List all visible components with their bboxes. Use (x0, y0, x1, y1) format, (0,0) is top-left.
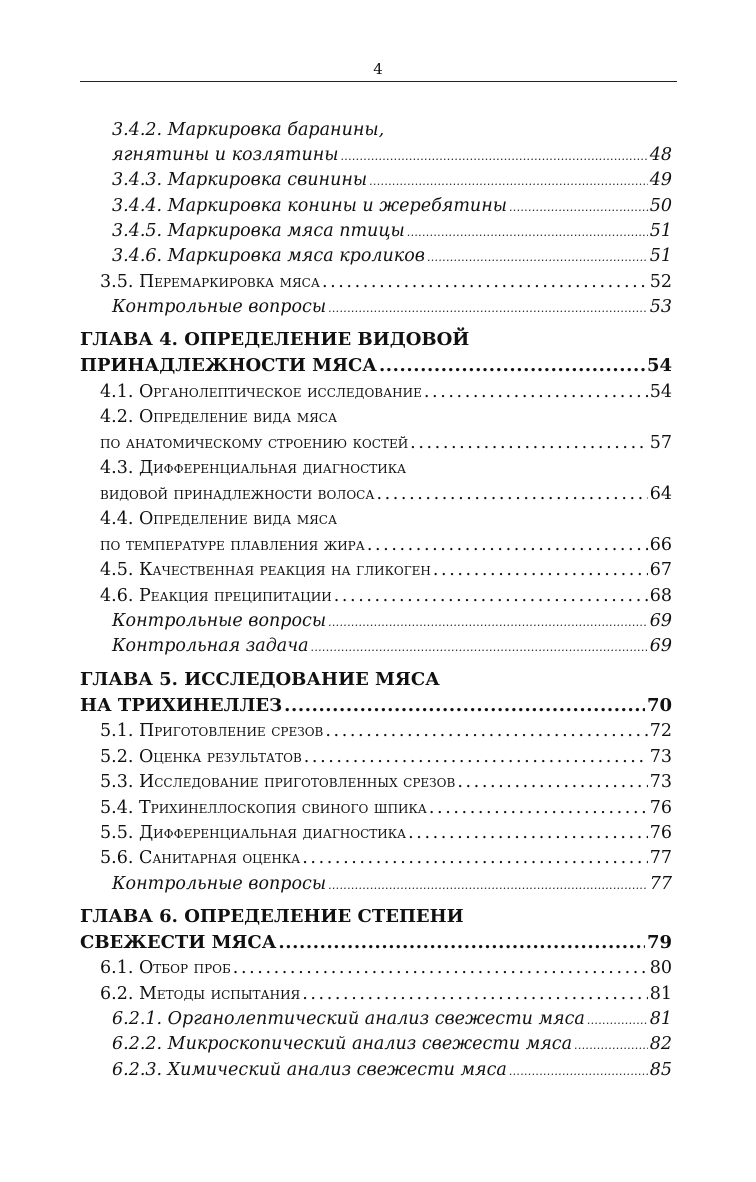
toc-entry[interactable] (100, 956, 672, 980)
leader-dots (341, 145, 648, 169)
toc-entry-page: 48 (649, 145, 672, 165)
toc-entry-page: 64 (649, 484, 672, 504)
toc-entry-label: 4.2. Определение вида мяса (100, 407, 338, 427)
toc-entry[interactable] (112, 1007, 672, 1031)
toc-entry[interactable] (112, 194, 672, 218)
toc-entry-label: 5.4. Трихинеллоскопия свиного шпика (100, 798, 427, 818)
leader-dots (433, 558, 648, 582)
toc-entry[interactable] (100, 745, 672, 769)
toc-entry-label: 5.2. Оценка результатов (100, 747, 302, 767)
toc-entry-label: видовой принадлежности волоса (100, 484, 375, 504)
toc-entry-page: 54 (646, 355, 672, 376)
toc-entry-label: 6.1. Отбор проб (100, 958, 231, 978)
chapter-heading-label: СВЕЖЕСТИ МЯСА (80, 932, 277, 953)
leader-dots (278, 931, 645, 955)
leader-dots (408, 821, 648, 845)
toc-entry-label: ягнятины и козлятины (112, 145, 339, 165)
toc-entry-page: 51 (649, 246, 672, 266)
leader-dots (509, 1060, 648, 1084)
toc-entry-label: по анатомическому строению костей (100, 433, 409, 453)
toc-entry[interactable] (100, 482, 672, 506)
toc-entry[interactable] (112, 1058, 672, 1082)
chapter-heading[interactable] (80, 354, 672, 378)
toc-entry-page: 67 (649, 560, 672, 580)
toc-entry-label: 3.5. Перемаркировка мяса (100, 272, 320, 292)
toc-entry-label: 3.4.6. Маркировка мяса кроликов (112, 246, 425, 266)
toc-entry-label: 6.2.3. Химический анализ свежести мяса (112, 1060, 507, 1080)
toc-entry[interactable] (112, 244, 672, 268)
toc-entry-label: 4.1. Органолептическое исследование (100, 382, 422, 402)
toc-entry-page: 76 (649, 823, 672, 843)
header-rule (80, 81, 677, 82)
leader-dots (311, 636, 648, 660)
toc-entry-page: 72 (649, 721, 672, 741)
toc-entry[interactable] (100, 821, 672, 845)
toc-entry[interactable] (100, 558, 672, 582)
toc-entry[interactable] (100, 431, 672, 455)
toc-entry-page: 54 (649, 382, 672, 402)
toc-entry-label: 5.6. Санитарная оценка (100, 848, 301, 868)
leader-dots (424, 380, 648, 404)
leader-dots (407, 221, 648, 245)
chapter-heading[interactable] (80, 694, 672, 718)
toc-entry-label: 5.1. Приготовление срезов (100, 721, 324, 741)
toc-entry-label: 4.5. Качественная реакция на гликоген (100, 560, 431, 580)
toc-entry-label: 6.2.1. Органолептический анализ свежести мяса (112, 1009, 585, 1029)
toc-entry-page: 69 (649, 611, 672, 631)
toc-entry[interactable] (100, 796, 672, 820)
toc-entry[interactable] (100, 584, 672, 608)
toc-entry[interactable] (100, 533, 672, 557)
toc-entry-page: 68 (649, 586, 672, 606)
toc-entry[interactable] (112, 872, 672, 896)
leader-dots (509, 196, 648, 220)
toc-entry-page: 69 (649, 636, 672, 656)
toc-entry-page: 57 (649, 433, 672, 453)
leader-dots (410, 431, 648, 455)
toc-entry-label: 3.4.2. Маркировка баранины, (112, 120, 385, 140)
leader-dots (328, 297, 648, 321)
toc-entry-page: 66 (649, 535, 672, 555)
toc-entry[interactable] (112, 118, 672, 142)
toc-entry-label: Контрольная задача (112, 636, 309, 656)
toc-entry-page: 77 (649, 874, 672, 894)
toc-entry-page: 76 (649, 798, 672, 818)
leader-dots (304, 745, 648, 769)
leader-dots (379, 354, 645, 378)
page-number: 4 (373, 60, 383, 78)
toc-entry[interactable] (100, 770, 672, 794)
toc-entry[interactable] (112, 1032, 672, 1056)
toc-entry-page: 50 (649, 196, 672, 216)
leader-dots (367, 533, 648, 557)
toc-entry-page: 85 (649, 1060, 672, 1080)
toc-entry[interactable] (100, 507, 672, 531)
toc-entry-label: 6.2.2. Микроскопический анализ свежести мяса (112, 1034, 573, 1054)
toc-entry[interactable] (112, 143, 672, 167)
toc-entry-page: 82 (649, 1034, 672, 1054)
leader-dots (587, 1009, 648, 1033)
toc-entry-page: 79 (646, 932, 672, 953)
toc-entry-page: 51 (649, 221, 672, 241)
leader-dots (328, 611, 648, 635)
leader-dots (325, 719, 647, 743)
toc-entry-label: Контрольные вопросы (112, 297, 327, 317)
toc-entry[interactable] (112, 168, 672, 192)
toc-entry-page: 81 (649, 984, 672, 1004)
toc-entry[interactable] (100, 380, 672, 404)
leader-dots (427, 246, 648, 270)
toc-entry-label: по температуре плавления жира (100, 535, 365, 555)
leader-dots (302, 982, 647, 1006)
toc-entry-label: 4.3. Дифференциальная диагностика (100, 458, 407, 478)
toc-entry-page: 53 (649, 297, 672, 317)
toc-entry-label: Контрольные вопросы (112, 611, 327, 631)
toc-entry-page: 52 (649, 272, 672, 292)
leader-dots (284, 694, 645, 718)
chapter-heading[interactable] (80, 668, 672, 692)
chapter-heading-label: ПРИНАДЛЕЖНОСТИ МЯСА (80, 355, 377, 376)
toc-entry-label: 5.3. Исследование приготовленных срезов (100, 772, 456, 792)
chapter-heading-label: ГЛАВА 4. ОПРЕДЕЛЕНИЕ ВИДОВОЙ (80, 329, 470, 350)
leader-dots (302, 846, 647, 870)
toc-entry-label: 3.4.3. Маркировка свинины (112, 170, 368, 190)
leader-dots (574, 1034, 648, 1058)
toc-entry[interactable] (112, 609, 672, 633)
toc-entry-label: 4.4. Определение вида мяса (100, 509, 338, 529)
toc-entry-label: 3.4.4. Маркировка конины и жеребятины (112, 196, 507, 216)
toc-entry-label: Контрольные вопросы (112, 874, 327, 894)
toc-entry-page: 49 (649, 170, 672, 190)
chapter-heading[interactable] (80, 931, 672, 955)
toc-entry[interactable] (100, 982, 672, 1006)
toc-entry-page: 70 (646, 695, 672, 716)
toc-entry-page: 77 (649, 848, 672, 868)
toc-entry[interactable] (100, 456, 672, 480)
leader-dots (334, 584, 648, 608)
toc-entry[interactable] (112, 634, 672, 658)
chapter-heading[interactable] (80, 328, 672, 352)
toc-entry-label: 5.5. Дифференциальная диагностика (100, 823, 407, 843)
leader-dots (457, 770, 647, 794)
leader-dots (376, 482, 647, 506)
toc-entry[interactable] (100, 846, 672, 870)
leader-dots (233, 956, 648, 980)
chapter-heading-label: ГЛАВА 6. ОПРЕДЕЛЕНИЕ СТЕПЕНИ (80, 906, 464, 927)
chapter-heading[interactable] (80, 905, 672, 929)
toc-entry-page: 81 (649, 1009, 672, 1029)
chapter-heading-label: ГЛАВА 5. ИССЛЕДОВАНИЕ МЯСА (80, 669, 440, 690)
toc-entry-label: 3.4.5. Маркировка мяса птицы (112, 221, 405, 241)
leader-dots (322, 270, 648, 294)
toc-entry-page: 73 (649, 772, 672, 792)
toc-entry-label: 4.6. Реакция преципитации (100, 586, 332, 606)
toc-entry[interactable] (100, 719, 672, 743)
toc-entry[interactable] (112, 219, 672, 243)
leader-dots (429, 796, 648, 820)
toc-entry-page: 73 (649, 747, 672, 767)
leader-dots (369, 170, 648, 194)
leader-dots (328, 874, 648, 898)
toc-entry[interactable] (100, 405, 672, 429)
chapter-heading-label: НА ТРИХИНЕЛЛЕЗ (80, 695, 283, 716)
toc-entry[interactable] (112, 295, 672, 319)
toc-entry[interactable] (100, 270, 672, 294)
toc-entry-label: 6.2. Методы испытания (100, 984, 301, 1004)
toc-entry-page: 80 (649, 958, 672, 978)
